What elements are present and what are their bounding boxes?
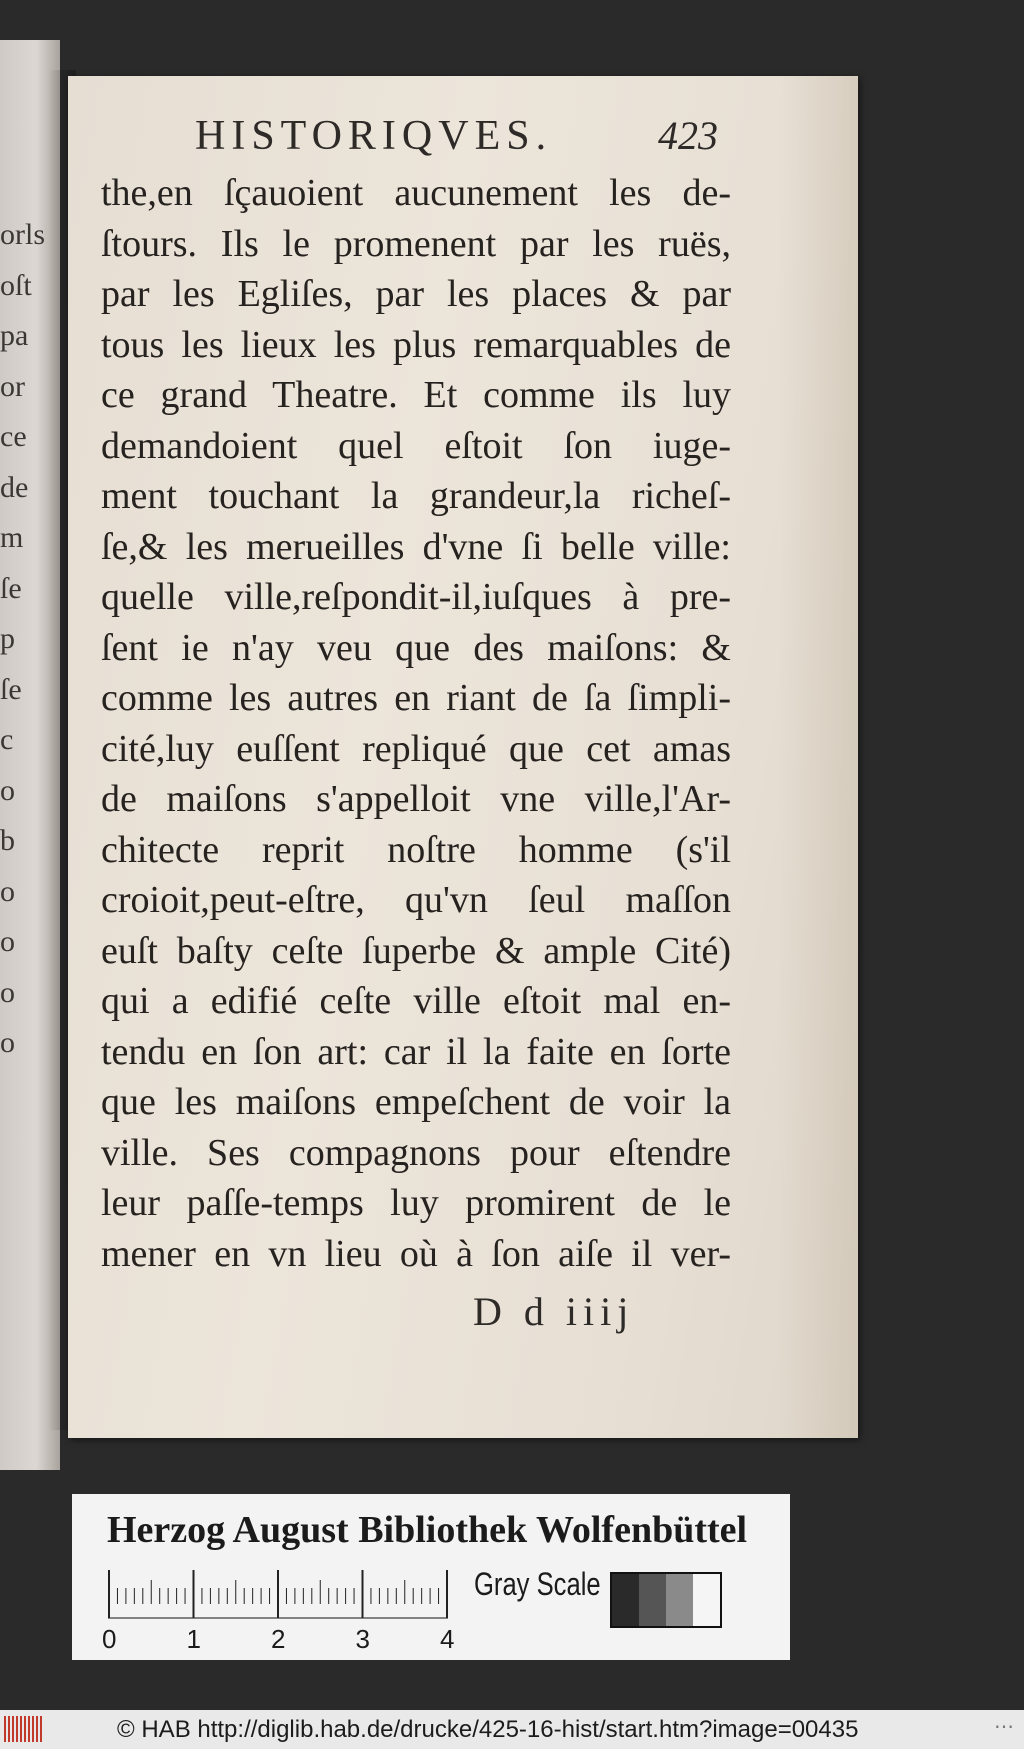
text-line: chitecte reprit noſtre homme (s'il <box>101 828 731 871</box>
gray-swatch <box>666 1574 693 1626</box>
text-line: mener en vn lieu où à ſon aiſe il ver- <box>101 1232 731 1275</box>
ruler-scale <box>108 1570 448 1620</box>
footer-bar <box>0 1710 1024 1749</box>
text-line: ſtours. Ils le promenent par les ruës, <box>101 222 731 265</box>
previous-page-fragment: o <box>0 874 15 908</box>
text-line: ment touchant la grandeur,la richeſ- <box>101 475 731 517</box>
text-line: de maiſons s'appelloit vne ville,l'Ar- <box>101 778 731 820</box>
text-line: quelle ville,reſpondit-il,iuſques à pre- <box>101 576 731 618</box>
ruler-number: 4 <box>440 1624 455 1654</box>
previous-page-fragment: ſe <box>0 672 22 706</box>
institution-name: Herzog August Bibliothek Wolfenbüttel <box>107 1509 748 1551</box>
color-scale-card <box>72 1494 790 1660</box>
hab-logo-icon <box>4 1716 44 1742</box>
text-line: euſt baſty ceſte ſuperbe & ample Cité) <box>101 929 731 972</box>
previous-page-fragment: orls <box>0 218 45 251</box>
text-line: qui a edifié ceſte ville eſtoit mal en- <box>101 980 731 1022</box>
previous-page-fragment: o <box>0 1026 15 1059</box>
previous-page-fragment: oſt <box>0 268 32 302</box>
previous-page-fragment: o <box>0 975 15 1009</box>
previous-page-fragment: de <box>0 470 29 504</box>
ruler-number: 0 <box>102 1624 117 1654</box>
signature-mark: D d iiij <box>473 1289 635 1334</box>
ruler-number: 3 <box>355 1624 370 1654</box>
gray-swatch <box>639 1574 666 1626</box>
text-line: comme les autres en riant de ſa ſimpli- <box>101 677 731 719</box>
gray-swatch <box>612 1574 639 1626</box>
previous-page-fragment: o <box>0 773 15 807</box>
text-line: tous les lieux les plus remarquables de <box>101 323 731 366</box>
previous-page-fragment: ce <box>0 420 27 453</box>
previous-page-fragment: b <box>0 824 15 857</box>
footer-credit-link[interactable]: © HAB http://diglib.hab.de/drucke/425-16-hist/start.htm?image=00435 <box>117 1716 859 1743</box>
text-line: cité,luy euſſent repliqué que cet amas <box>101 727 731 770</box>
gray-swatch <box>693 1574 720 1626</box>
ruler-number: 2 <box>271 1624 286 1654</box>
ruler-number: 1 <box>186 1624 201 1654</box>
text-line: par les Egliſes, par les places & par <box>101 273 731 315</box>
page-body-text <box>101 168 731 1279</box>
text-line: leur paſſe-temps luy promirent de le <box>101 1182 731 1224</box>
text-line: ſe,& les merueilles d'vne ſi belle ville: <box>101 525 731 568</box>
previous-page-fragment: or <box>0 369 25 403</box>
book-page <box>68 76 858 1438</box>
running-head: HISTORIQVES. <box>195 113 553 159</box>
previous-page-fragment: m <box>0 521 24 554</box>
text-line: croioit,peut-eſtre, qu'vn ſeul maſſon <box>101 879 731 921</box>
text-line: tendu en ſon art: car il la faite en ſorte <box>101 1030 731 1073</box>
text-line: que les maiſons empeſchent de voir la <box>101 1081 731 1123</box>
previous-page-fragment: pa <box>0 319 29 352</box>
page-number: 423 <box>658 113 718 158</box>
text-line: ſent ie n'ay veu que des maiſons: & <box>101 626 731 669</box>
gray-scale-label: Gray Scale <box>474 1566 601 1602</box>
text-line: the,en ſçauoient aucunement les de- <box>101 172 731 214</box>
previous-page-fragment: p <box>0 622 15 655</box>
previous-page-fragment: o <box>0 925 15 958</box>
text-line: ce grand Theatre. Et comme ils luy <box>101 374 731 416</box>
gray-scale-swatches <box>610 1572 722 1628</box>
text-line: demandoient quel eſtoit ſon iuge- <box>101 424 731 467</box>
previous-page-fragment: c <box>0 723 14 756</box>
text-line: ville. Ses compagnons pour eſtendre <box>101 1131 731 1174</box>
ellipsis-icon[interactable]: ⋯ <box>994 1716 1014 1738</box>
previous-page-text-fragments <box>0 210 50 1069</box>
previous-page-fragment: ſe <box>0 571 22 605</box>
